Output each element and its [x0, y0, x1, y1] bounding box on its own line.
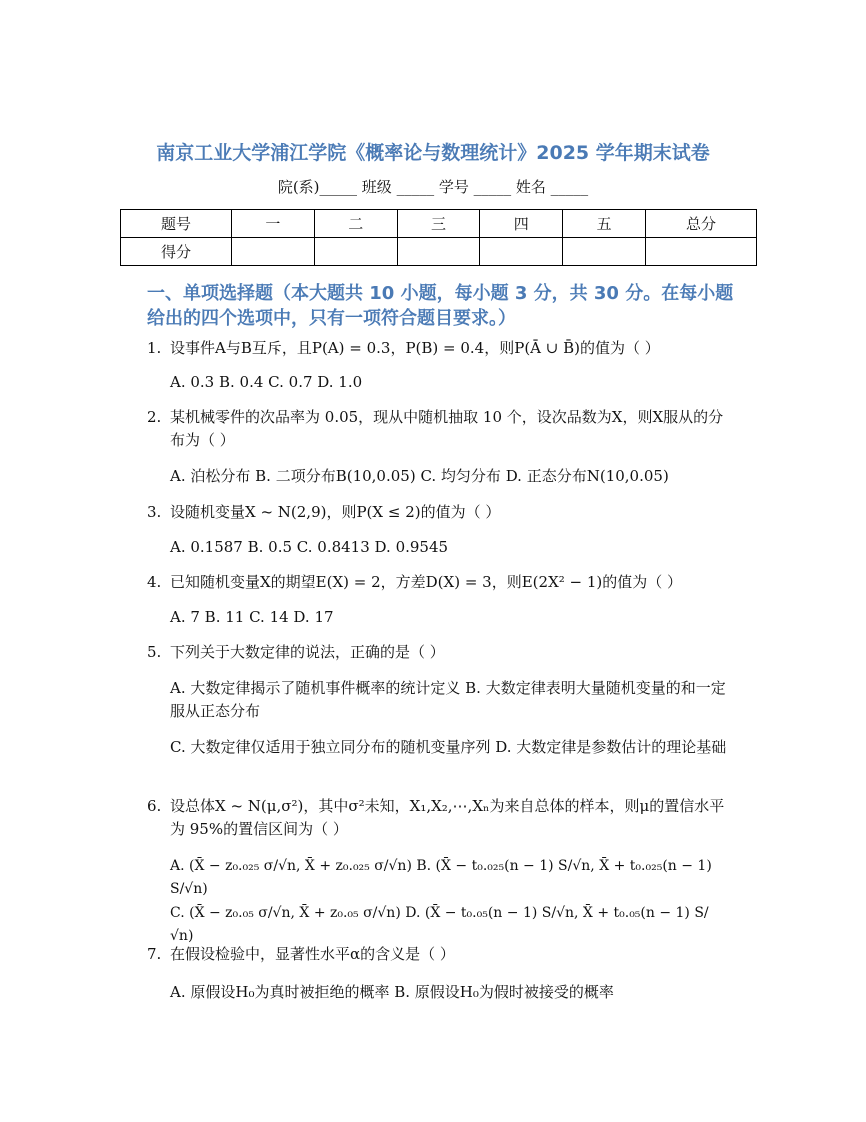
header-cell: 四 — [480, 210, 563, 238]
question-options: A. (X̄ − z₀.₀₂₅ σ/√n, X̄ + z₀.₀₂₅ σ/√n) B. (X̄ − t₀.₀₂₅(n − 1) S/√n, X̄ + t₀.₀₂₅(n − 1) S/√n) — [170, 858, 712, 897]
question-6 — [147, 795, 727, 841]
question-5 — [147, 641, 727, 664]
question-number: 1. — [147, 339, 162, 357]
section-heading: 一、单项选择题（本大题共 10 小题，每小题 3 分，共 30 分。在每小题给出的四个选项中，只有一项符合题目要求。） — [147, 283, 734, 329]
question-4 — [147, 571, 727, 594]
question-number: 7. — [147, 945, 162, 963]
score-cell — [397, 238, 480, 266]
score-cell — [563, 238, 646, 266]
question-options: A. 0.1587 B. 0.5 C. 0.8413 D. 0.9545 — [170, 538, 449, 556]
question-2 — [147, 406, 727, 452]
question-text: 下列关于大数定律的说法，正确的是（ ） — [170, 643, 445, 661]
question-options: C. 大数定律仅适用于独立同分布的随机变量序列 D. 大数定律是参数估计的理论基础 — [170, 738, 727, 756]
question-text: 设事件A与B互斥，且P(A) = 0.3，P(B) = 0.4，则P(Ā ∪ B̄)的值为（ ） — [170, 339, 660, 357]
question-3 — [147, 501, 727, 524]
question-7 — [147, 943, 727, 966]
question-text: 设总体X ~ N(μ,σ²)，其中σ²未知，X₁,X₂,⋯,Xₙ为来自总体的样本，则μ的置信水平为 95%的置信区间为（ ） — [170, 797, 725, 838]
score-table-score-row — [121, 238, 757, 266]
question-options: A. 0.3 B. 0.4 C. 0.7 D. 1.0 — [170, 373, 363, 391]
question-text: 已知随机变量X的期望E(X) = 2，方差D(X) = 3，则E(2X² − 1)的值为（ ） — [170, 573, 683, 591]
header-cell: 五 — [563, 210, 646, 238]
score-table-header-row — [121, 210, 757, 238]
score-cell — [480, 238, 563, 266]
student-info-line: 院(系)_____ 班级 _____ 学号 _____ 姓名 _____ — [277, 178, 589, 196]
question-text: 某机械零件的次品率为 0.05，现从中随机抽取 10 个，设次品数为X，则X服从的分布为（ ） — [170, 408, 724, 449]
question-text: 设随机变量X ~ N(2,9)，则P(X ≤ 2)的值为（ ） — [170, 503, 501, 521]
score-table — [120, 209, 757, 266]
question-options: A. 大数定律揭示了随机事件概率的统计定义 B. 大数定律表明大量随机变量的和一定服从正态分布 — [170, 679, 726, 720]
question-number: 5. — [147, 643, 162, 661]
question-options: A. 7 B. 11 C. 14 D. 17 — [170, 608, 334, 626]
score-cell — [646, 238, 757, 266]
row-label: 得分 — [121, 238, 232, 266]
header-cell: 二 — [314, 210, 397, 238]
question-number: 3. — [147, 503, 162, 521]
header-cell: 三 — [397, 210, 480, 238]
question-number: 6. — [147, 797, 162, 815]
question-options: A. 原假设H₀为真时被拒绝的概率 B. 原假设H₀为假时被接受的概率 — [170, 983, 614, 1001]
question-number: 2. — [147, 408, 162, 426]
header-cell: 一 — [232, 210, 315, 238]
score-cell — [232, 238, 315, 266]
header-cell: 总分 — [646, 210, 757, 238]
question-options: C. (X̄ − z₀.₀₅ σ/√n, X̄ + z₀.₀₅ σ/√n) D. (X̄ − t₀.₀₅(n − 1) S/√n, X̄ + t₀.₀₅(n − 1) S/√n) — [170, 905, 709, 944]
question-options: A. 泊松分布 B. 二项分布B(10,0.05) C. 均匀分布 D. 正态分布N(10,0.05) — [170, 467, 669, 485]
header-cell: 题号 — [121, 210, 232, 238]
exam-title: 南京工业大学浦江学院《概率论与数理统计》2025 学年期末试卷 — [156, 142, 710, 164]
question-number: 4. — [147, 573, 162, 591]
score-cell — [314, 238, 397, 266]
question-text: 在假设检验中，显著性水平α的含义是（ ） — [170, 945, 455, 963]
question-1 — [147, 337, 727, 360]
